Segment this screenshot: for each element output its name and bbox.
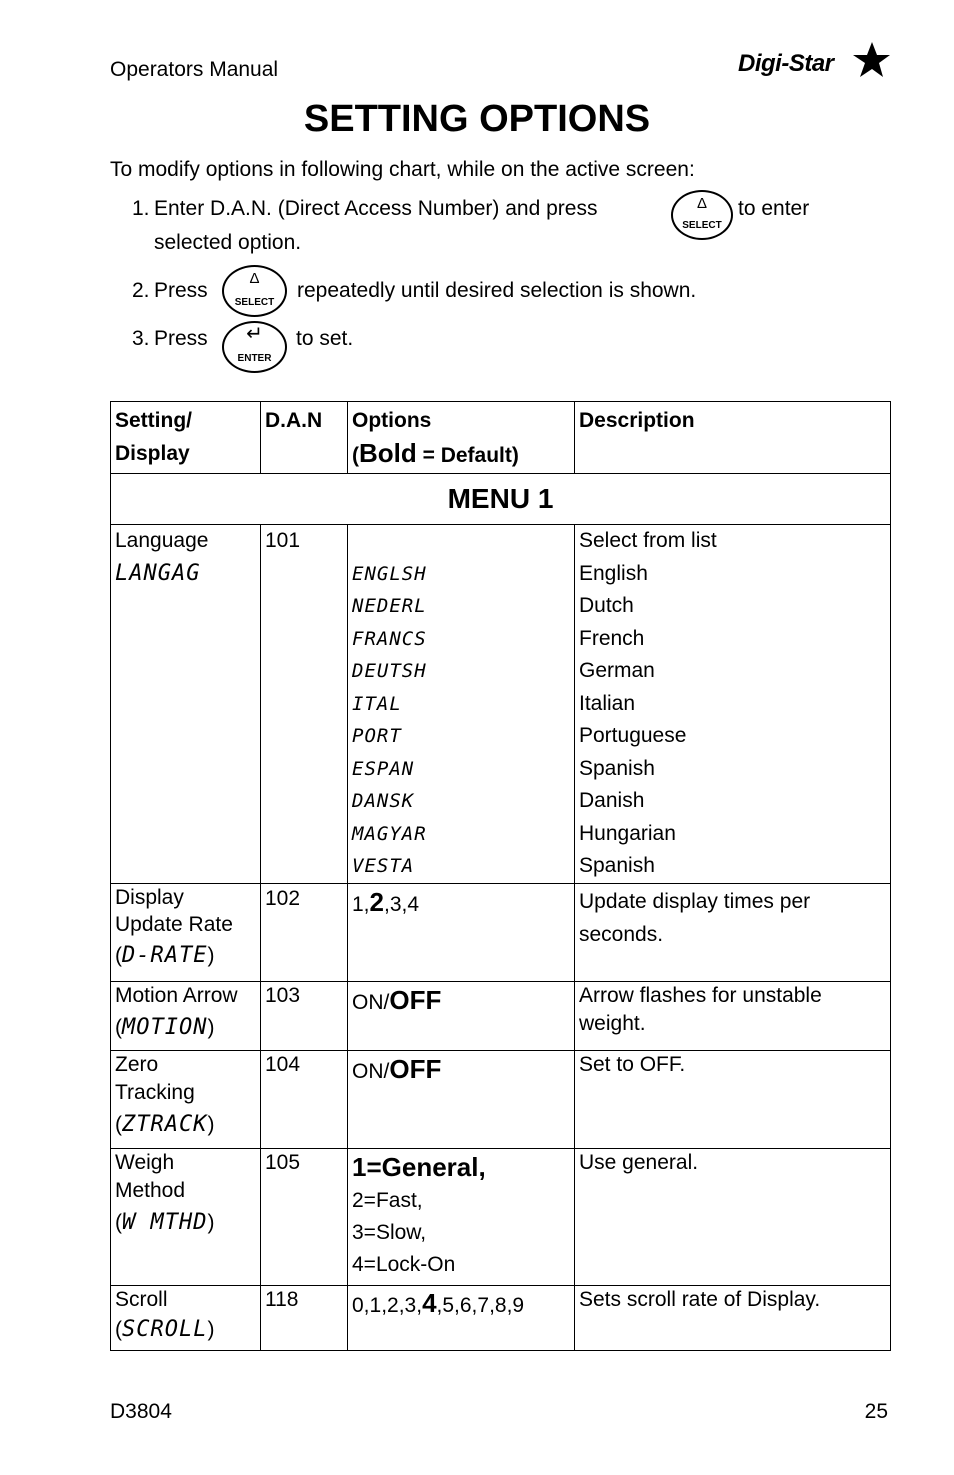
step-text-after: repeatedly until desired selection is shown. <box>297 279 697 302</box>
table-row <box>111 1148 891 1285</box>
description-cell: Sets scroll rate of Display. <box>575 1285 891 1350</box>
step-number: 1. <box>132 197 150 220</box>
description-cell: Set to OFF. <box>575 1050 891 1148</box>
menu-row <box>111 474 891 525</box>
step-1 <box>132 197 872 267</box>
step-2 <box>132 270 872 309</box>
manual-title: Operators Manual <box>110 58 279 81</box>
table-row <box>111 525 891 884</box>
setting-cell: Motion Arrow (MOTION) <box>111 981 261 1050</box>
setting-cell: Display Update Rate (D-RATE) <box>111 883 261 981</box>
header-description: Description <box>575 402 891 474</box>
table-row <box>111 1285 891 1350</box>
dan-cell: 104 <box>261 1050 348 1148</box>
lcd-display-text: MOTION <box>122 1014 208 1040</box>
enter-button-icon: ↵ ENTER <box>222 321 287 373</box>
lcd-display-text: ZTRACK <box>122 1111 208 1137</box>
step-text-after: to set. <box>296 327 354 350</box>
select-button-icon: Δ SELECT <box>222 265 287 317</box>
step-text: Enter D.A.N. (Direct Access Number) and press <box>154 197 598 220</box>
options-cell: 1,2,3,4 <box>348 883 575 981</box>
step-number: 2. <box>132 279 150 302</box>
options-cell: ON/OFF <box>348 1050 575 1148</box>
options-table <box>110 401 891 1351</box>
description-cell: Use general. <box>575 1148 891 1285</box>
description-cell: Arrow flashes for unstable weight. <box>575 981 891 1050</box>
options-cell: ON/OFF <box>348 981 575 1050</box>
lcd-display-text: LANGAG <box>115 560 201 586</box>
header-options: Options (Bold = Default) <box>348 402 575 474</box>
digi-star-logo <box>738 42 888 82</box>
menu-label: MENU 1 <box>111 474 891 525</box>
setting-cell: Zero Tracking (ZTRACK) <box>111 1050 261 1148</box>
table-row <box>111 981 891 1050</box>
options-cell: 1=General, 2=Fast, 3=Slow, 4=Lock-On <box>348 1148 575 1285</box>
description-cell: Select from list English Dutch French German Italian Portuguese Spanish Danish Hungarian Spanish <box>575 525 891 884</box>
header-setting: Setting/ Display <box>111 402 261 474</box>
dan-cell: 103 <box>261 981 348 1050</box>
table-row <box>111 1050 891 1148</box>
logo-text: Digi-Star <box>738 50 834 77</box>
options-cell: 0,1,2,3,4,5,6,7,8,9 <box>348 1285 575 1350</box>
select-button-icon: Δ SELECT <box>671 190 733 240</box>
dan-cell: 102 <box>261 883 348 981</box>
setting-cell: Scroll (SCROLL) <box>111 1285 261 1350</box>
page-number: 25 <box>864 1400 888 1423</box>
lcd-display-text: SCROLL <box>122 1316 208 1342</box>
setting-cell: Language LANGAG <box>111 525 261 884</box>
dan-cell: 118 <box>261 1285 348 1350</box>
dan-cell: 101 <box>261 525 348 884</box>
description-cell: Update display times per seconds. <box>575 883 891 981</box>
intro-text: To modify options in following chart, while on the active screen: <box>110 158 695 181</box>
step-3 <box>132 323 872 364</box>
dan-cell: 105 <box>261 1148 348 1285</box>
setting-cell: Weigh Method (W MTHD) <box>111 1148 261 1285</box>
step-text-line2: selected option. <box>154 231 302 254</box>
table-header-row <box>111 402 891 474</box>
lcd-display-text: D-RATE <box>122 942 208 968</box>
step-text: Press <box>154 279 208 302</box>
doc-number: D3804 <box>110 1400 172 1423</box>
step-text: Press <box>154 327 208 350</box>
options-cell: ENGLSH NEDERL FRANCS DEUTSH ITAL PORT ESPAN DANSK MAGYAR VESTA <box>348 525 575 884</box>
lcd-display-text: W MTHD <box>122 1209 208 1235</box>
step-text-after: to enter <box>738 197 810 220</box>
star-icon <box>850 42 890 80</box>
table-row <box>111 883 891 981</box>
step-number: 3. <box>132 327 150 350</box>
header-dan: D.A.N <box>261 402 348 474</box>
page-title: SETTING OPTIONS <box>303 98 651 140</box>
